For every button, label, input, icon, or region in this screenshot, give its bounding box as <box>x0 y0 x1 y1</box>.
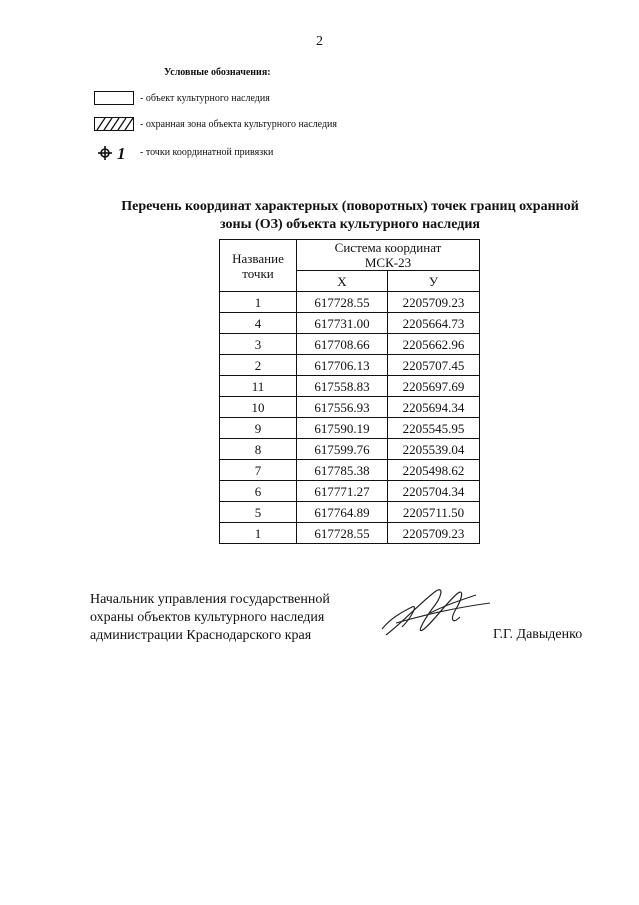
point-name-cell: 2 <box>220 355 297 376</box>
table-row <box>220 502 480 523</box>
x-coordinate-cell: 617728.55 <box>297 523 388 544</box>
table-row <box>220 397 480 418</box>
empty-rectangle-icon <box>94 91 134 105</box>
handwritten-signature <box>372 583 492 645</box>
table-row <box>220 481 480 502</box>
legend-item-reference-points <box>94 144 273 160</box>
legend-title: Условные обозначения: <box>164 67 271 78</box>
x-coordinate-cell: 617771.27 <box>297 481 388 502</box>
y-coordinate-cell: 2205545.95 <box>388 418 480 439</box>
y-coordinate-cell: 2205694.34 <box>388 397 480 418</box>
y-coordinate-cell: 2205664.73 <box>388 313 480 334</box>
y-coordinate-cell: 2205662.96 <box>388 334 480 355</box>
document-heading <box>90 198 610 234</box>
x-coordinate-cell: 617731.00 <box>297 313 388 334</box>
x-coordinate-cell: 617785.38 <box>297 460 388 481</box>
y-coordinate-cell: 2205704.34 <box>388 481 480 502</box>
point-name-cell: 5 <box>220 502 297 523</box>
y-coordinate-cell: 2205709.23 <box>388 523 480 544</box>
heading-line-2: зоны (ОЗ) объекта культурного наследия <box>220 217 480 232</box>
table-row <box>220 313 480 334</box>
x-coordinate-cell: 617599.76 <box>297 439 388 460</box>
signatory-name: Г.Г. Давыденко <box>493 627 583 642</box>
y-coordinate-cell: 2205539.04 <box>388 439 480 460</box>
coordinates-table-body <box>220 292 480 544</box>
signatory-title-line-1: Начальник управления государственной <box>90 592 330 607</box>
y-coordinate-cell: 2205697.69 <box>388 376 480 397</box>
point-name-cell: 1 <box>220 292 297 313</box>
name-column-header: Название точки <box>220 240 297 292</box>
x-coordinate-cell: 617706.13 <box>297 355 388 376</box>
y-column-header: У <box>388 271 480 292</box>
point-name-cell: 4 <box>220 313 297 334</box>
legend-label: - охранная зона объекта культурного наследия <box>140 118 338 130</box>
table-row <box>220 418 480 439</box>
y-coordinate-cell: 2205498.62 <box>388 460 480 481</box>
point-name-cell: 3 <box>220 334 297 355</box>
y-coordinate-cell: 2205707.45 <box>388 355 480 376</box>
table-row <box>220 334 480 355</box>
reference-point-icon <box>94 144 134 160</box>
x-coordinate-cell: 617590.19 <box>297 418 388 439</box>
table-row <box>220 523 480 544</box>
point-name-cell: 11 <box>220 376 297 397</box>
x-coordinate-cell: 617764.89 <box>297 502 388 523</box>
legend-label: - объект культурного наследия <box>140 92 270 104</box>
page-number: 2 <box>316 34 323 49</box>
signatory-title-line-2: охраны объектов культурного наследия <box>90 610 325 625</box>
table-row <box>220 439 480 460</box>
x-coordinate-cell: 617728.55 <box>297 292 388 313</box>
coordinates-table <box>219 239 480 544</box>
table-row <box>220 292 480 313</box>
x-column-header: X <box>297 271 388 292</box>
legend-item-heritage-object <box>94 91 270 105</box>
x-coordinate-cell: 617556.93 <box>297 397 388 418</box>
legend-label: - точки координатной привязки <box>140 146 274 158</box>
signatory-title <box>90 591 330 645</box>
coordinate-system-header: Система координат МСК-23 <box>297 240 480 271</box>
x-coordinate-cell: 617708.66 <box>297 334 388 355</box>
point-name-cell: 10 <box>220 397 297 418</box>
y-coordinate-cell: 2205709.23 <box>388 292 480 313</box>
point-name-cell: 9 <box>220 418 297 439</box>
point-name-cell: 6 <box>220 481 297 502</box>
table-row <box>220 460 480 481</box>
point-name-cell: 8 <box>220 439 297 460</box>
legend-item-protection-zone <box>94 117 337 131</box>
table-row <box>220 355 480 376</box>
heading-line-1: Перечень координат характерных (поворотных) точек границ охранной <box>121 199 579 214</box>
reference-point-marker: 1 <box>117 144 126 161</box>
point-name-cell: 7 <box>220 460 297 481</box>
point-name-cell: 1 <box>220 523 297 544</box>
hatched-rectangle-icon <box>94 117 134 131</box>
y-coordinate-cell: 2205711.50 <box>388 502 480 523</box>
table-row <box>220 376 480 397</box>
signatory-title-line-3: администрации Краснодарского края <box>90 628 312 643</box>
x-coordinate-cell: 617558.83 <box>297 376 388 397</box>
